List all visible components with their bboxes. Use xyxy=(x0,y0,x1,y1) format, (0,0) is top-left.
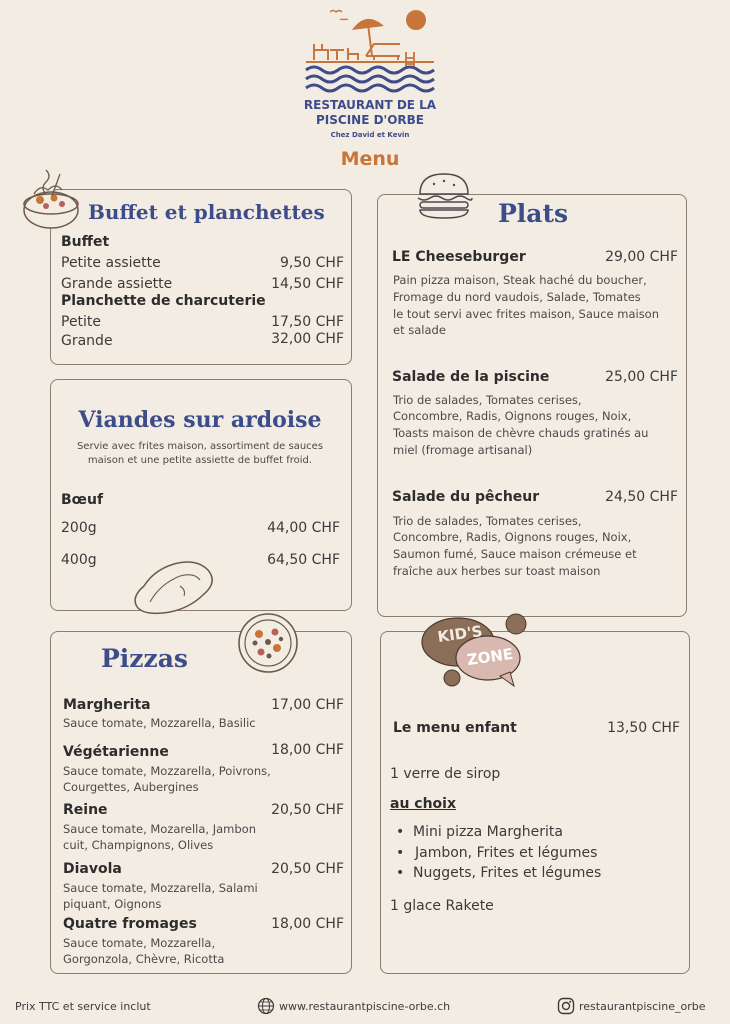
footer-instagram-link[interactable]: restaurantpiscine_orbe xyxy=(579,1000,706,1013)
plat-desc: fraîche aux herbes sur toast maison xyxy=(393,564,601,578)
viandes-item-label: 400g xyxy=(61,552,97,568)
globe-icon xyxy=(257,997,275,1015)
plat-desc: Trio de salades, Tomates cerises, xyxy=(393,514,582,528)
menu-title: Menu xyxy=(340,148,400,170)
restaurant-owners: Chez David et Kevin xyxy=(330,131,410,139)
pizza-name: Quatre fromages xyxy=(63,916,197,932)
pizza-desc: Sauce tomate, Mozarella, Jambon xyxy=(63,822,256,836)
planchette-item-label: Grande xyxy=(61,333,113,349)
plat-price: 29,00 CHF xyxy=(605,249,678,265)
viandes-title: Viandes sur ardoise xyxy=(78,407,322,433)
pizza-desc: Sauce tomate, Mozzarella, Basilic xyxy=(63,716,256,730)
restaurant-name-line2: PISCINE D'ORBE xyxy=(315,113,424,127)
plat-desc: Toasts maison de chèvre chauds gratinés au xyxy=(393,426,649,440)
pizza-desc: Sauce tomate, Mozzarella, Poivrons, xyxy=(63,764,271,778)
planchette-item-price: 32,00 CHF xyxy=(271,331,344,347)
restaurant-logo xyxy=(300,4,440,96)
kids-choice-bullet: • xyxy=(396,845,405,861)
buffet-item-price: 9,50 CHF xyxy=(280,255,344,271)
plat-price: 24,50 CHF xyxy=(605,489,678,505)
buffet-item-label: Petite assiette xyxy=(61,255,161,271)
kids-menu-name: Le menu enfant xyxy=(393,720,517,736)
pizza-desc: Sauce tomate, Mozzarella, Salami xyxy=(63,881,258,895)
pizza-price: 20,50 CHF xyxy=(271,861,344,877)
pizza-price: 17,00 CHF xyxy=(271,697,344,713)
pizza-price: 20,50 CHF xyxy=(271,802,344,818)
plat-name: Salade du pêcheur xyxy=(392,489,540,505)
pizza-price: 18,00 CHF xyxy=(271,916,344,932)
viandes-subtitle-line2: maison et une petite assiette de buffet froid. xyxy=(87,455,313,466)
kids-choice-item: Jambon, Frites et légumes xyxy=(415,845,598,861)
kids-dessert: 1 glace Rakete xyxy=(390,898,494,914)
viandes-subtitle-line1: Servie avec frites maison, assortiment de sauces xyxy=(76,441,324,452)
plat-desc: Fromage du nord vaudois, Salade, Tomates xyxy=(393,290,641,304)
burger-icon xyxy=(414,172,474,220)
pizza-name: Diavola xyxy=(63,861,122,877)
steak-icon xyxy=(130,556,220,616)
buffet-item-price: 14,50 CHF xyxy=(271,276,344,292)
kids-choice-item: Nuggets, Frites et légumes xyxy=(413,865,602,881)
plat-desc: et salade xyxy=(393,323,446,337)
pizza-price: 18,00 CHF xyxy=(271,742,344,758)
pizza-desc: Courgettes, Aubergines xyxy=(63,780,199,794)
buffet-heading: Buffet xyxy=(61,234,110,250)
plat-name: LE Cheeseburger xyxy=(392,249,526,265)
kids-choice-heading: au choix xyxy=(390,796,457,812)
viandes-meat: Bœuf xyxy=(61,492,104,508)
pizza-desc: Sauce tomate, Mozzarella, xyxy=(63,936,216,950)
plat-name: Salade de la piscine xyxy=(392,369,550,385)
plat-desc: Concombre, Radis, Oignons rouges, Noix, xyxy=(393,409,632,423)
kids-drink: 1 verre de sirop xyxy=(390,766,501,782)
pizza-icon xyxy=(237,612,299,674)
pizza-desc: Gorgonzola, Chèvre, Ricotta xyxy=(63,952,225,966)
pizza-name: Végétarienne xyxy=(63,744,169,760)
plats-title: Plats xyxy=(498,199,569,228)
kids-choice-bullet: • xyxy=(396,865,405,881)
pizza-desc: piquant, Oignons xyxy=(63,897,162,911)
pizza-desc: cuit, Champignons, Olives xyxy=(63,838,214,852)
plat-desc: Trio de salades, Tomates cerises, xyxy=(393,393,582,407)
restaurant-name-line1: RESTAURANT DE LA xyxy=(303,98,437,112)
footer-website-link[interactable]: www.restaurantpiscine-orbe.ch xyxy=(279,1000,451,1013)
kids-badge-line1: KID'S xyxy=(436,621,484,647)
plat-desc: Pain pizza maison, Steak haché du boucher, xyxy=(393,273,647,287)
footer-tax-note: Prix TTC et service inclut xyxy=(15,1000,151,1013)
plat-desc: miel (fromage artisanal) xyxy=(393,443,533,457)
instagram-icon xyxy=(557,997,575,1015)
plat-desc: le tout servi avec frites maison, Sauce maison xyxy=(393,307,660,321)
planchette-item-label: Petite xyxy=(61,314,102,330)
viandes-item-label: 200g xyxy=(61,520,97,536)
planchette-item-price: 17,50 CHF xyxy=(271,314,344,330)
plat-desc: Concombre, Radis, Oignons rouges, Noix, xyxy=(393,530,632,544)
kids-badge-line2: ZONE xyxy=(465,644,515,670)
viandes-item-price: 44,00 CHF xyxy=(267,520,340,536)
buffet-item-label: Grande assiette xyxy=(61,276,173,292)
kids-choice-bullet: • xyxy=(396,824,405,840)
plat-price: 25,00 CHF xyxy=(605,369,678,385)
planchette-heading: Planchette de charcuterie xyxy=(61,293,266,309)
plat-desc: Saumon fumé, Sauce maison crémeuse et xyxy=(393,547,637,561)
pizzas-title: Pizzas xyxy=(101,644,188,673)
pizza-name: Margherita xyxy=(63,697,151,713)
kids-menu-price: 13,50 CHF xyxy=(607,720,680,736)
pizza-name: Reine xyxy=(63,802,108,818)
viandes-item-price: 64,50 CHF xyxy=(267,552,340,568)
salad-bowl-icon xyxy=(20,164,82,236)
buffet-title: Buffet et planchettes xyxy=(88,200,325,224)
kids-choice-item: Mini pizza Margherita xyxy=(413,824,563,840)
